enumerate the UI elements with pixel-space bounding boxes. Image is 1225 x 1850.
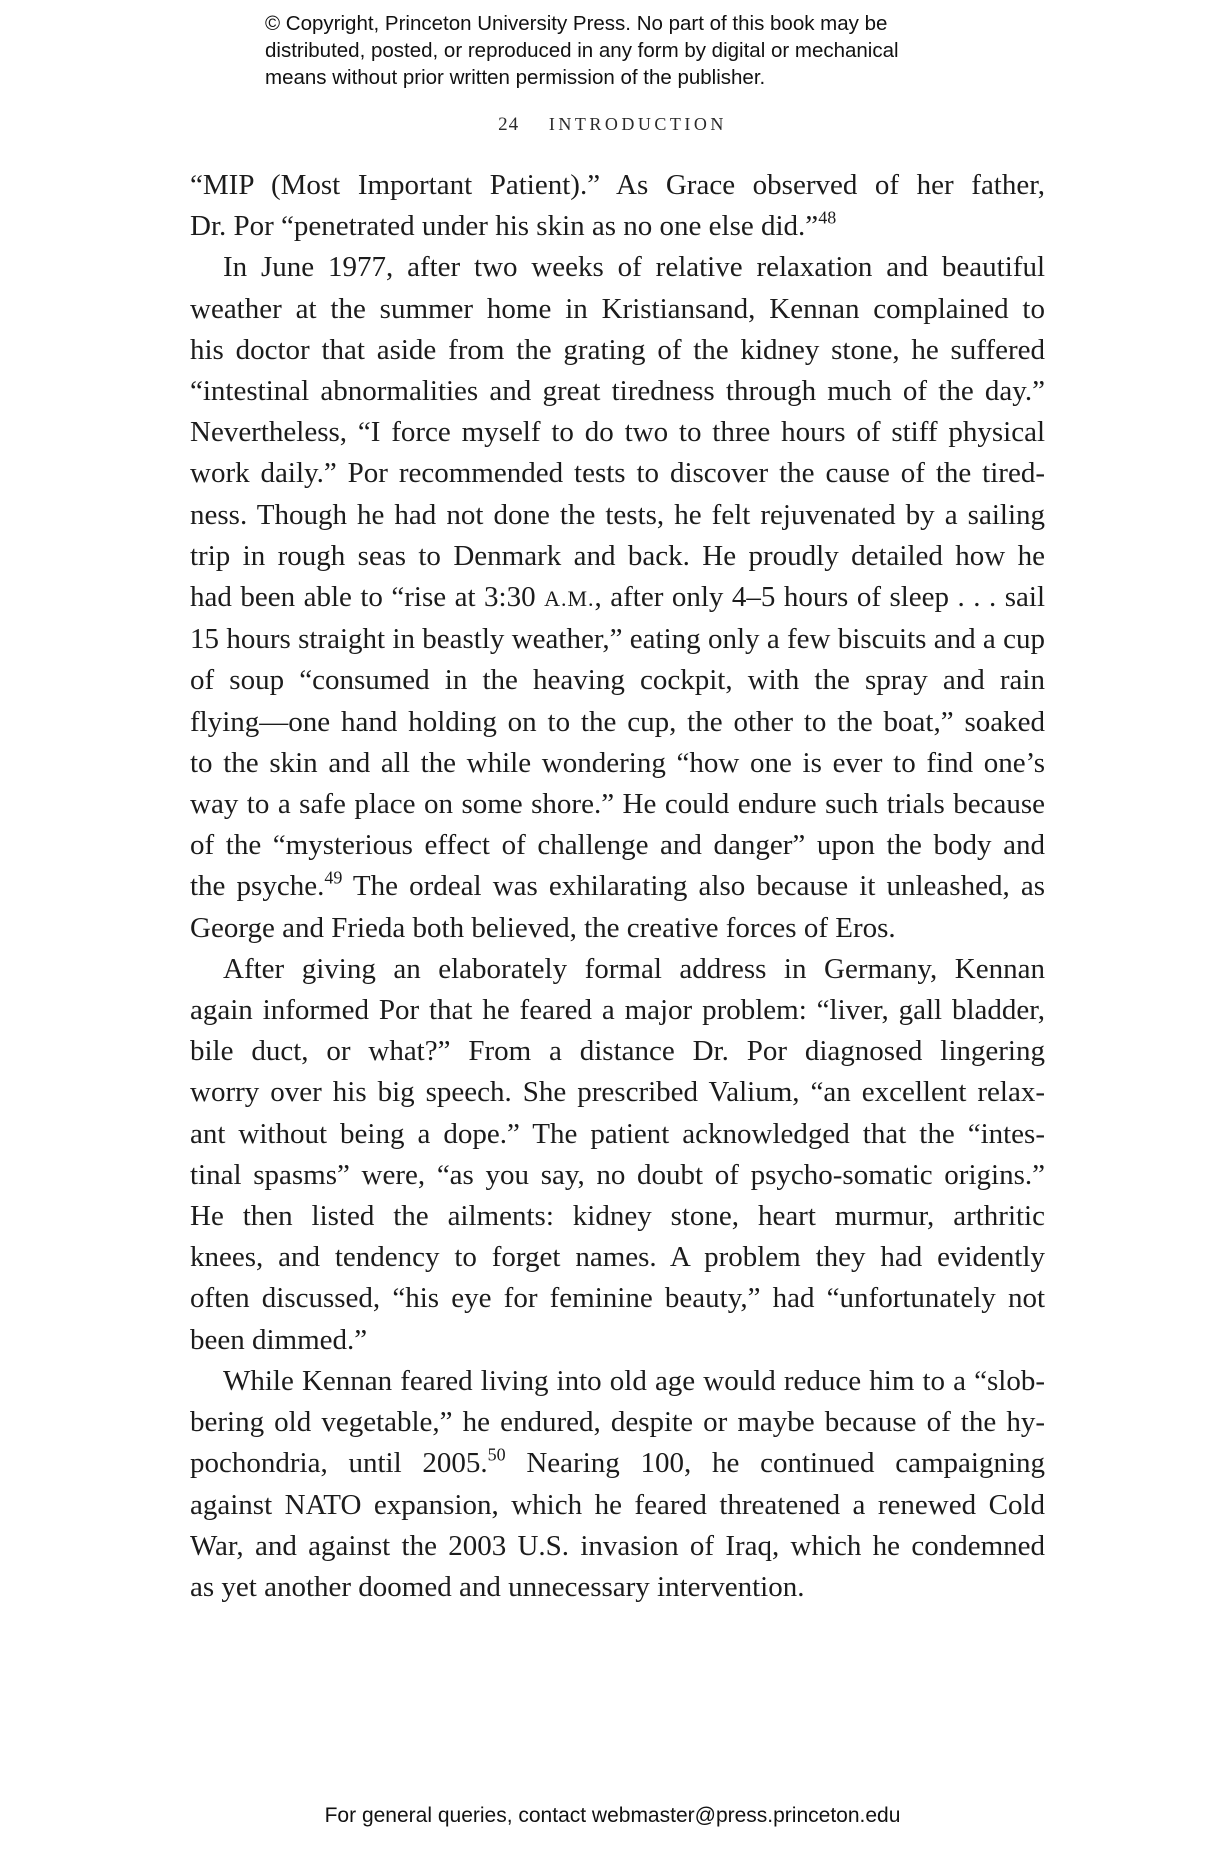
text-line — [190, 206, 1045, 247]
text-segment: Nearing 100, he continued campaigning — [505, 1447, 1045, 1480]
footer-contact: For general queries, contact webmaster@press.princeton.edu — [324, 1804, 901, 1827]
text-line: bile duct, or what?” From a distance Dr. Por diagnosed lingering — [190, 1035, 1045, 1068]
text-line: “intestinal abnormalities and great tiredness through much of the day.” — [190, 375, 1045, 408]
footnote-ref[interactable]: 48 — [818, 207, 837, 228]
text-segment: had been able to “rise at 3:30 — [190, 581, 545, 614]
chapter-title: INTRODUCTION — [548, 114, 727, 134]
text-line: bering old vegetable,” he endured, despite or maybe because of the hy- — [190, 1406, 1045, 1439]
text-segment: The ordeal was exhilarating also because it unleashed, as — [342, 870, 1045, 903]
text-line: After giving an elaborately formal address in Germany, Kennan — [223, 952, 1045, 985]
text-line — [190, 1443, 1045, 1484]
text-segment: Dr. Por “penetrated under his skin as no one else did.” — [190, 210, 819, 243]
text-segment: the psyche. — [190, 870, 325, 903]
text-line: of the “mysterious effect of challenge and danger” upon the body and — [190, 829, 1045, 862]
text-line: been dimmed.” — [190, 1323, 368, 1356]
text-line: Nevertheless, “I force myself to do two to three hours of stiff physical — [190, 416, 1045, 449]
paragraph — [190, 247, 1045, 948]
text-line: to the skin and all the while wondering “how one is ever to find one’s — [190, 746, 1045, 779]
copyright-line: means without prior written permission of the publisher. — [265, 66, 766, 89]
text-line — [190, 866, 1045, 907]
text-line: ness. Though he had not done the tests, he felt rejuvenated by a sailing — [190, 498, 1045, 531]
text-line: ant without being a dope.” The patient acknowledged that the “intes- — [190, 1117, 1045, 1150]
text-line: of soup “consumed in the heaving cockpit, with the spray and rain — [190, 664, 1045, 697]
text-line: While Kennan feared living into old age would reduce him to a “slob- — [223, 1364, 1045, 1397]
text-line: He then listed the ailments: kidney stone, heart murmur, arthritic — [190, 1200, 1045, 1233]
text-line: his doctor that aside from the grating of the kidney stone, he suffered — [190, 333, 1045, 366]
copyright-line: © Copyright, Princeton University Press. No part of this book may be — [265, 12, 888, 35]
text-line: flying—one hand holding on to the cup, the other to the boat,” soaked — [190, 705, 1045, 738]
copyright-notice — [265, 10, 1005, 91]
text-line: 15 hours straight in beastly weather,” eating only a few biscuits and a cup — [190, 623, 1045, 656]
text-line: work daily.” Por recommended tests to discover the cause of the tired- — [190, 457, 1045, 490]
text-line: George and Frieda both believed, the creative forces of Eros. — [190, 911, 896, 944]
text-line: War, and against the 2003 U.S. invasion of Iraq, which he condemned — [190, 1529, 1045, 1562]
paragraph — [190, 949, 1045, 1361]
text-line: again informed Por that he feared a major problem: “liver, gall bladder, — [190, 994, 1045, 1027]
small-caps-time: A.M. — [544, 586, 595, 612]
text-line: worry over his big speech. She prescribed Valium, “an excellent relax- — [190, 1076, 1045, 1109]
paragraph — [190, 165, 1045, 247]
text-line: knees, and tendency to forget names. A problem they had evidently — [190, 1241, 1045, 1274]
text-line: In June 1977, after two weeks of relative relaxation and beautiful — [223, 251, 1045, 284]
running-head — [0, 114, 1225, 136]
text-line — [190, 577, 1045, 619]
text-line: trip in rough seas to Denmark and back. He proudly detailed how he — [190, 539, 1045, 572]
copyright-line: distributed, posted, or reproduced in any form by digital or mechanical — [265, 39, 899, 62]
text-line: as yet another doomed and unnecessary intervention. — [190, 1570, 805, 1603]
footnote-ref[interactable]: 50 — [487, 1444, 506, 1465]
page-number: 24 — [498, 114, 520, 135]
text-line: tinal spasms” were, “as you say, no doubt of psycho-somatic origins.” — [190, 1158, 1045, 1191]
text-segment: pochondria, until 2005. — [190, 1447, 488, 1480]
footnote-ref[interactable]: 49 — [324, 867, 343, 888]
text-line: against NATO expansion, which he feared threatened a renewed Cold — [190, 1488, 1045, 1521]
text-segment: , after only 4–5 hours of sleep . . . sail — [594, 581, 1046, 614]
text-line: weather at the summer home in Kristiansand, Kennan complained to — [190, 292, 1045, 325]
text-line: way to a safe place on some shore.” He could endure such trials because — [190, 788, 1045, 821]
text-line: often discussed, “his eye for feminine beauty,” had “unfortunately not — [190, 1282, 1045, 1315]
text-line: “MIP (Most Important Patient).” As Grace observed of her father, — [190, 169, 1045, 201]
body-text — [190, 165, 1045, 1608]
paragraph — [190, 1361, 1045, 1608]
